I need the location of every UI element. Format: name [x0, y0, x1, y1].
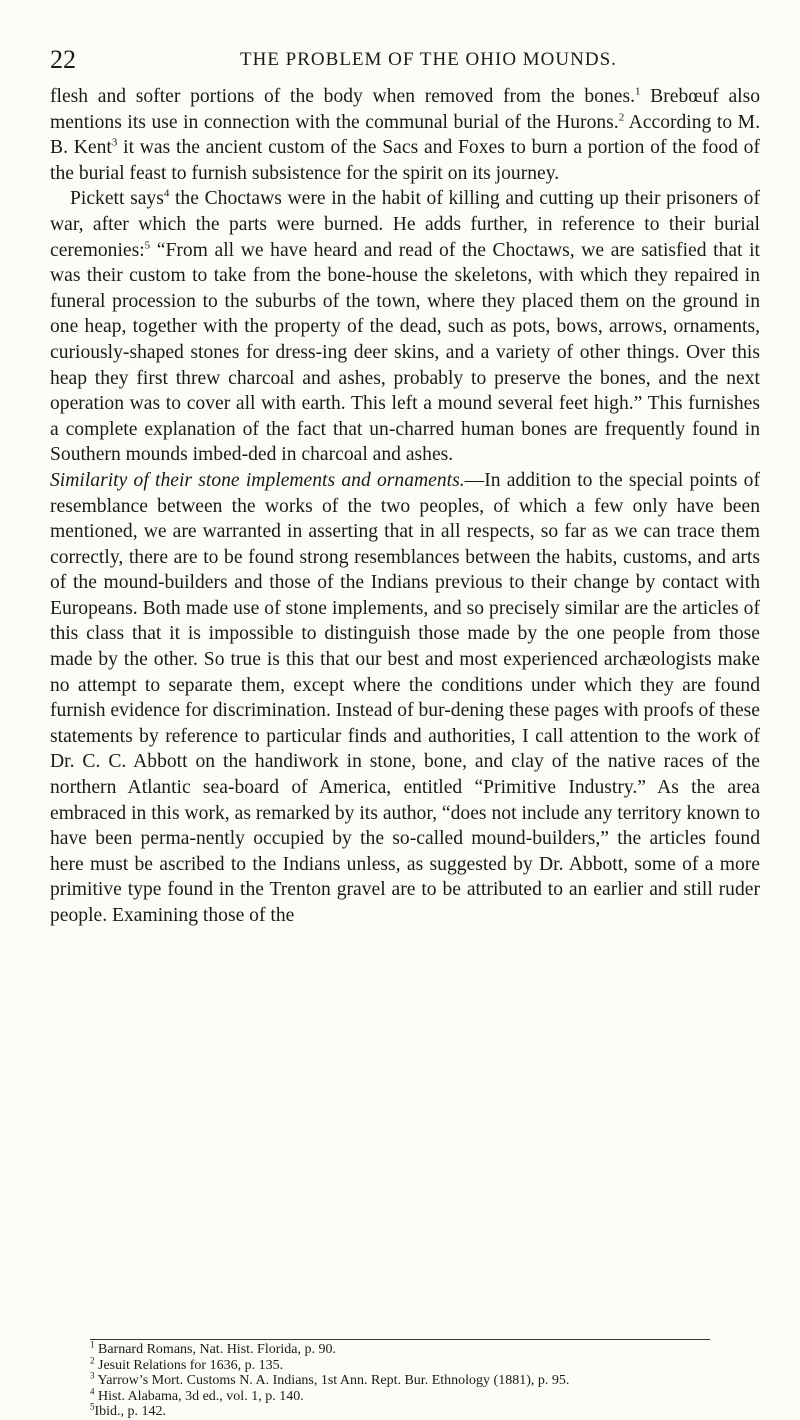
footnotes: [90, 1339, 770, 1420]
footnote-text: Yarrow’s Mort. Customs N. A. Indians, 1st Ann. Rept. Bur. Ethnology (1881), p. 95.: [94, 1373, 570, 1389]
body-text: [50, 84, 760, 929]
paragraph-text: —In addition to the special points of resemblance between the works of the two peoples, of which a few only have been mentioned, we are warranted in asserting that in all respects, so far as we can trace them correctly, there are to be found strong resemblances between the habits, customs, and arts of the mound-builders and those of the Indians previous to their change by contact with Europeans. Both made use of stone implements, and so precisely similar are the articles of this class that it is impossible to distinguish those made by the one people from those made by the other. So true is this that our best and most experienced archæologists make no attempt to separate them, except where the conditions under which they are found furnish evidence for discrimination. Instead of bur-dening these pages with proofs of these statements by reference to particular finds and authorities, I call attention to the work of Dr. C. C. Abbott on the handiwork in stone, bone, and clay of the native races of the northern Atlantic sea-board of America, entitled “Primitive Industry.” As the area embraced in this work, as remarked by its author, “does not include any territory known to have been perma-nently occupied by the so-called mound-builders,” the articles found here must be ascribed to the Indians unless, as suggested by Dr. Abbott, some of a more primitive type found in the Trenton gravel are to be attributed to an earlier and still ruder people. Examining those of the: [50, 469, 760, 926]
footnote-3: [90, 1370, 770, 1389]
footnote-ref-2: 2: [618, 111, 625, 124]
paragraph-text: it was the ancient custom of the Sacs and Foxes to burn a portion of the food of the burial feast to furnish subsistence for the spirit on its journey.: [50, 137, 761, 184]
paragraph-2: [50, 186, 760, 468]
paragraph-1: [50, 84, 760, 186]
footnote-text: Jesuit Relations for 1636, p. 135.: [94, 1357, 284, 1373]
footnote-4: [90, 1386, 770, 1405]
footnote-number: 4: [90, 1386, 95, 1397]
footnote-number: 1: [90, 1339, 95, 1350]
footnote-ref-4: 4: [163, 187, 170, 200]
footnote-ref-1: 1: [634, 85, 641, 98]
footnote-number: 2: [90, 1354, 95, 1365]
footnote-5: [90, 1401, 770, 1420]
paragraph-text: the Choctaws were in the habit of killing and cutting up their prisoners of war, after which the parts were burned. He adds further, in reference to their burial ceremonies:: [50, 188, 760, 261]
footnote-ref-5: 5: [144, 239, 151, 252]
footnote-1: [90, 1339, 770, 1358]
footnote-number: 3: [90, 1370, 95, 1381]
page-number: 22: [50, 45, 76, 74]
section-heading: Similarity of their stone implements and ornaments.: [50, 469, 465, 491]
footnote-ref-3: 3: [111, 136, 118, 149]
footnote-text: Ibid., p. 142.: [94, 1404, 167, 1420]
footnote-2: [90, 1354, 770, 1374]
running-title: THE PROBLEM OF THE OHIO MOUNDS.: [240, 49, 617, 70]
footnote-text: Hist. Alabama, 3d ed., vol. 1, p. 140.: [94, 1388, 304, 1404]
paragraph-3: [50, 468, 760, 929]
page-header: [50, 40, 750, 80]
paragraph-text: Brebœuf also mentions its use in connection with the communal burial of the Hurons.: [50, 86, 761, 133]
paragraph-text: Pickett says: [70, 188, 164, 210]
footnote-text: Barnard Romans, Nat. Hist. Florida, p. 90.: [94, 1342, 336, 1357]
footnote-number: 5: [90, 1401, 95, 1412]
footnote-divider: [90, 1339, 710, 1340]
paragraph-text: flesh and softer portions of the body when removed from the bones.: [50, 86, 635, 107]
paragraph-text: “From all we have heard and read of the Choctaws, we are satisfied that it was their custom to take from the bone-house the skeletons, with which they repaired in funeral procession to the suburbs of the town, where they placed them on the ground in one heap, together with the property of the dead, such as pots, bows, arrows, ornaments, curiously-shaped stones for dress-ing deer skins, and a variety of other things. Over this heap they first threw charcoal and ashes, probably to preserve the bones, and the next operation was to cover all with earth. This left a mound several feet high.” This furnishes a complete explanation of the fact that un-charred human bones are frequently found in Southern mounds imbed-ded in charcoal and ashes.: [50, 239, 760, 466]
paragraph-text: According to M. B. Kent: [50, 111, 760, 159]
